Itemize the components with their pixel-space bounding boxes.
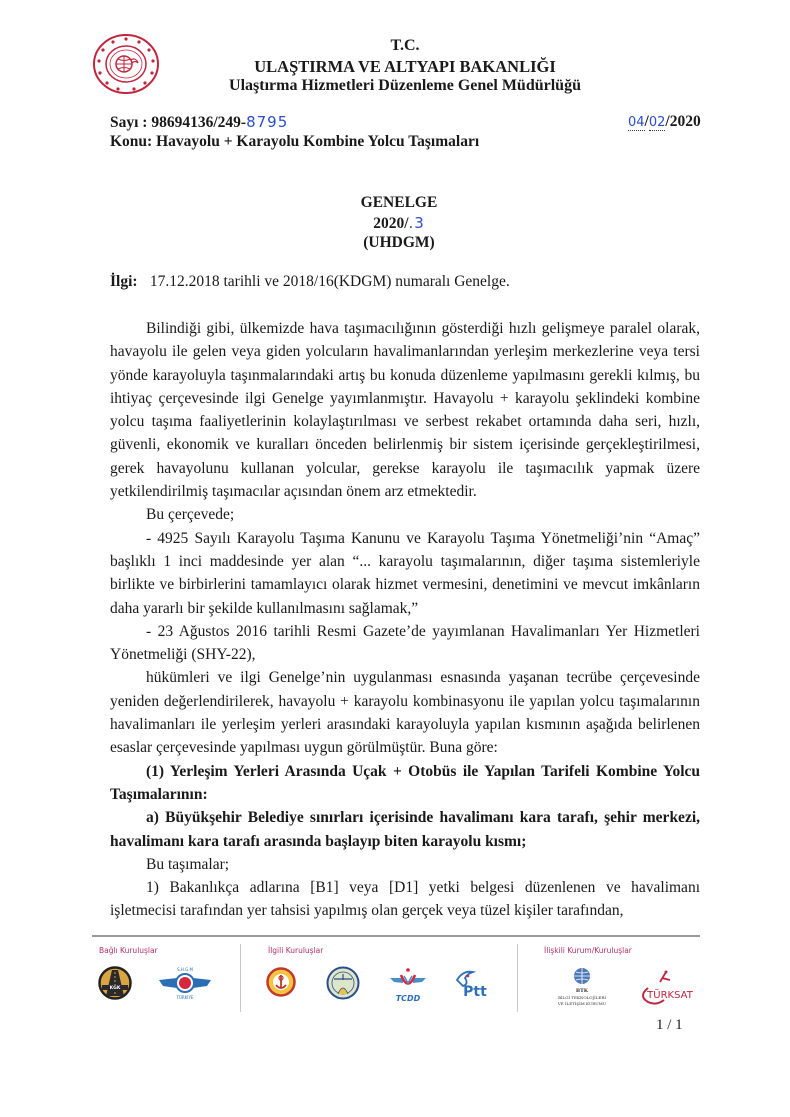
reference-label: İlgi: [110, 273, 138, 290]
kgm-logo-text: KGK [109, 986, 121, 991]
date-separator: / [644, 113, 649, 130]
date-year: /2020 [665, 113, 701, 130]
footer-divider [92, 935, 700, 937]
btk-logo-line1: BİLGİ TEKNOLOJİLERİ [558, 995, 606, 1000]
sayi-handwritten-number: 8795 [246, 113, 289, 131]
header-ministry-name: ULAŞTIRMA VE ALTYAPI BAKANLIĞI [254, 57, 556, 76]
tcdd-logo-icon [388, 966, 428, 1009]
circular-title: GENELGE [360, 194, 438, 211]
sayi-number: 98694136/249- [151, 114, 247, 131]
date-day-handwritten: 04 [628, 115, 645, 130]
footer-separator-1 [240, 944, 241, 1012]
dhmi-logo-icon [326, 966, 360, 1005]
body-section-1-heading: (1) Yerleşim Yerleri Arasında Uçak + Otobüs ile Yapılan Tarifeli Kombine Yolcu Taşımalarının: [110, 762, 700, 803]
document-subject [110, 133, 479, 151]
body-section-1a-heading: a) Büyükşehir Belediye sınırları içerisinde havalimanı kara tarafı, şehir merkezi, havalimanı kara tarafı arasında başlayıp biten karayolu kısmı; [110, 809, 700, 850]
date-month-handwritten: 02 [648, 115, 666, 130]
sayi-label: Sayı : [110, 114, 152, 131]
konu-text: Havayolu + Karayolu Kombine Yolcu Taşımaları [156, 133, 480, 150]
circular-unit: (UHDGM) [363, 234, 435, 251]
body-paragraph-law-4925: - 4925 Sayılı Karayolu Taşıma Kanunu ve Karayolu Taşıma Yönetmeliği’nin “Amaç” başlıklı 1 inci maddesinde yer alan “... karayolu taşımalarının, diğer taşıma sistemleriyle birlikte ve birbirlerini tamamlayıcı olarak hizmet vermesini, denetimini ve mevcut imkânların daha yararlı bir şekilde kullanılmasını sağlamak,” [110, 529, 700, 617]
body-paragraph-framework: Bu çerçevede; [146, 506, 235, 524]
circular-number-prefix: 2020/ [373, 215, 409, 232]
circular-number [4, 213, 790, 234]
body-item-1: 1) Bakanlıkça adlarına [B1] veya [D1] yetki belgesi düzenlenen ve havalimanı işletmecisi tarafından yer tahsisi yapılmış olan gerçek veya tüzel kişiler tarafından, [110, 879, 700, 920]
document-date [628, 113, 701, 131]
body-paragraph-transports: Bu taşımalar; [146, 855, 230, 873]
page-number: 1 / 1 [656, 1017, 683, 1033]
footer-affiliated-title: Bağlı Kuruluşlar [99, 946, 158, 955]
document-body [110, 317, 700, 923]
btk-logo-line2: VE İLETİŞİM KURUMU [557, 1001, 607, 1006]
turksat-logo-icon [634, 966, 696, 1013]
body-paragraph-shy22: - 23 Ağustos 2016 tarihli Resmi Gazete’de yayımlanan Havalimanları Yer Hizmetleri Yönetmeliği (SHY-22), [110, 622, 700, 664]
document-number [110, 113, 288, 132]
header-directorate-name: Ulaştırma Hizmetleri Düzenleme Genel Müdürlüğü [229, 77, 581, 94]
tcdd-logo-text: TCDD [395, 994, 421, 1003]
reference-text: 17.12.2018 tarihli ve 2018/16(KDGM) numaralı Genelge. [149, 273, 510, 290]
circular-number-handwritten: .3 [408, 214, 425, 232]
ptt-logo-icon [453, 966, 489, 1007]
body-paragraph-intro: Bilindiği gibi, ülkemizde hava taşımacılığının gösterdiği hızlı gelişmeye paralel olarak, havayolu ile gelen veya giden yolcuların havalimanlarından yerleşim merkezlerine veya tersi yönde karayoluyla taşınmalarındaki artış bu konuda düzenleme yapılmasını gerekli kılmış, bu ihtiyaç çerçevesinde ilgi Genelge yayımlanmıştır. Havayolu + karayolu şeklindeki kombine yolcu taşıma faaliyetlerinin kolaylaştırılması ve serbest rekabet ortamında daha seri, hızlı, güvenli, ekonomik ve kuralları önceden belirlenmiş bir sistem içerisinde gerçekleştirilmesi, gerek havayolunu kullanan yolcular, gerekse karayolu ile taşımacılık yapmak üzere yetkilendirilmiş taşımacılar açısından önem arz etmektedir. [110, 320, 700, 501]
kgm-logo-icon [98, 966, 132, 1005]
shgm-logo-icon [157, 966, 213, 1007]
footer-related-title: İlgili Kuruluşlar [268, 946, 324, 955]
konu-label: Konu: [110, 133, 157, 150]
body-paragraph-provisions: hükümleri ve ilgi Genelge’nin uygulanması esnasında yaşanan tecrübe çerçevesinde yeniden değerlendirilerek, havayolu + karayolu kombinasyonu ile yapılan yolcu taşımalarının havalimanları ile yerleşim yerleri arasındaki karayoluyla yapılan kısmının aşağıda belirlenen esaslar çerçevesinde yapılması uygun görülmüştür. Buna göre: [110, 669, 700, 757]
ptt-logo-text: Ptt [463, 984, 487, 1000]
btk-logo-icon [545, 966, 619, 1017]
shgm-logo-bottom-text: TÜRKİYE [176, 995, 194, 1000]
footer-separator-2 [517, 944, 518, 1012]
reference-line [110, 273, 510, 291]
header-tc: T.C. [390, 37, 420, 54]
btk-logo-abbr: BTK [575, 988, 589, 994]
shgm-logo-top-text: S.H.G.M [177, 967, 193, 972]
footer-associated-title: İlişkili Kurum/Kuruluşlar [544, 946, 632, 955]
coastal-safety-logo-icon [266, 966, 296, 1003]
turksat-logo-text: TÜRKSAT [647, 990, 693, 1001]
